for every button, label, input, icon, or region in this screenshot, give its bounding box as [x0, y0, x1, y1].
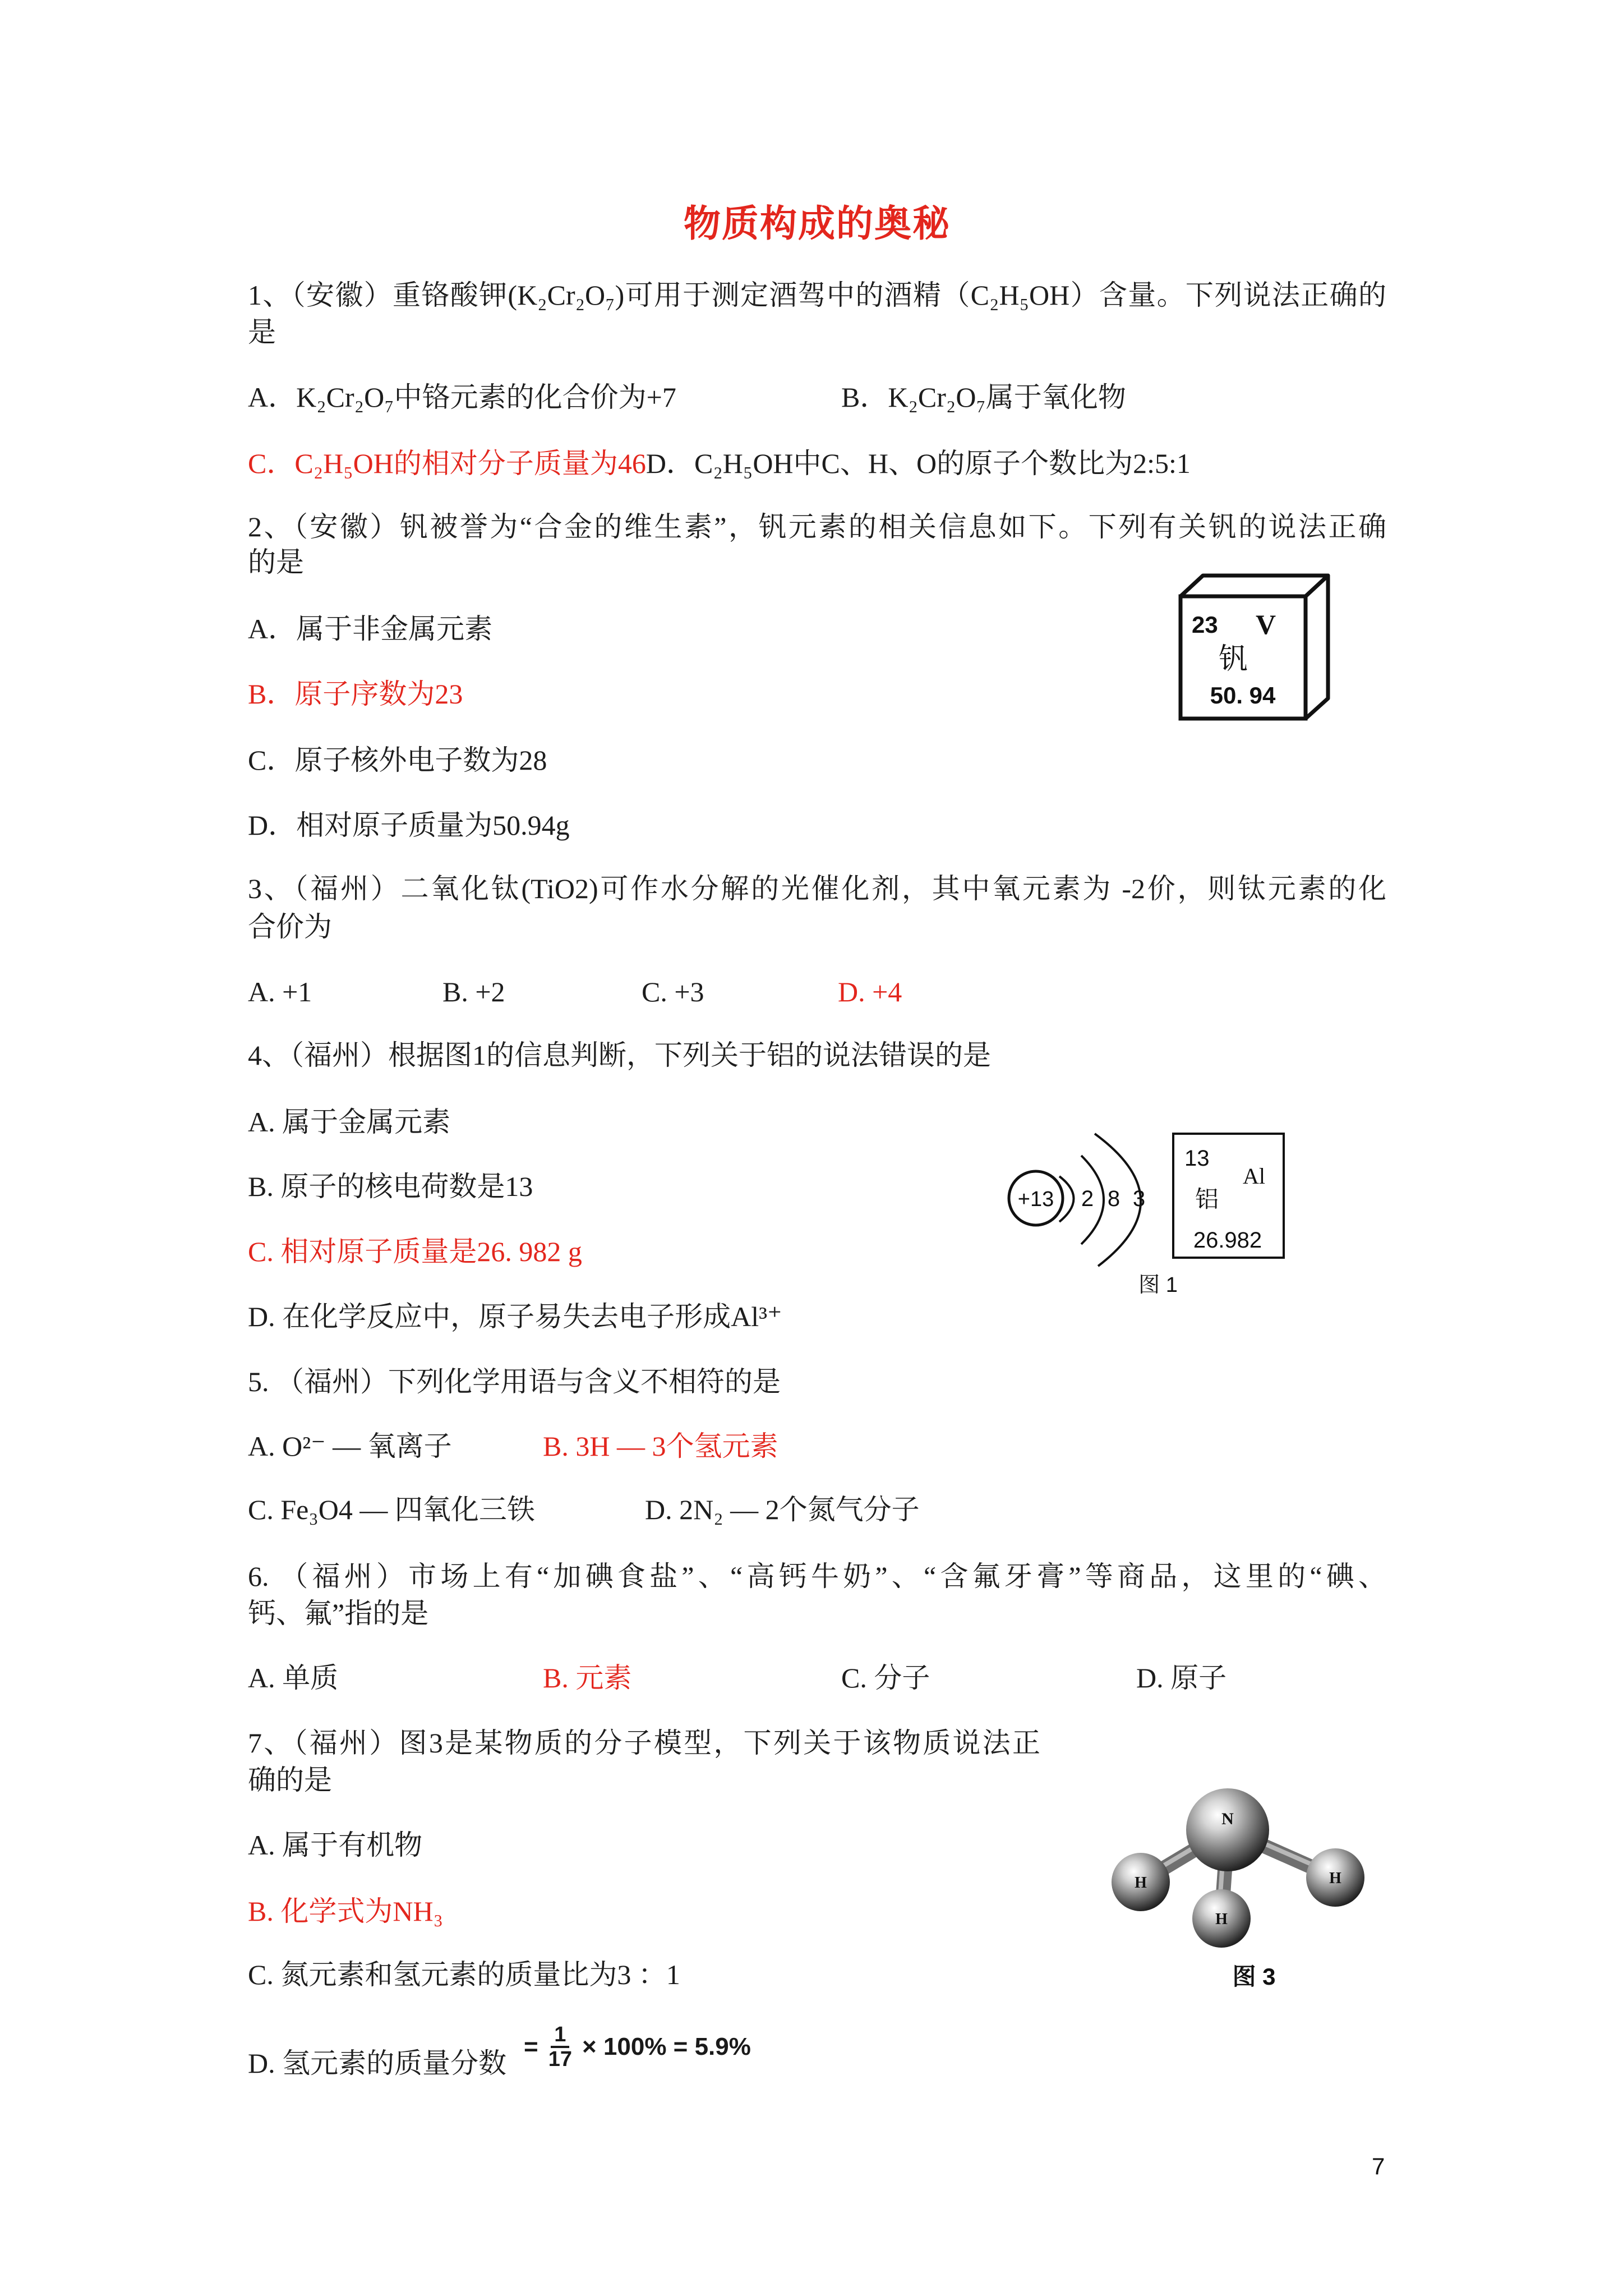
question-2-stem-line-2: 的是	[248, 546, 304, 578]
figure-1-aluminium	[998, 1122, 1295, 1301]
question-1-option-c: C．C₂H₅OH的相对分子质量为46	[248, 448, 646, 479]
question-7-option-a: A. 属于有机物	[248, 1829, 423, 1861]
question-6-stem-line-1: 6. （福州）市场上有“加碘食盐”、“高钙牛奶”、“含氟牙膏”等商品，这里的“碘、	[248, 1561, 1386, 1592]
question-5-option-c: C. Fe₃O4 — 四氧化三铁	[248, 1494, 535, 1525]
question-3-option-b: B. +2	[442, 976, 505, 1007]
question-5-option-a: A. O²⁻ — 氧离子	[248, 1430, 452, 1462]
question-3-option-d: D. +4	[838, 976, 902, 1007]
question-2-option-a: A．属于非金属元素	[248, 613, 493, 645]
question-3-option-a: A. +1	[248, 976, 312, 1007]
question-6-option-c: C. 分子	[841, 1662, 930, 1694]
question-1-stem-line-2: 是	[248, 316, 276, 348]
question-4-stem-line-1: 4、（福州）根据图1的信息判断，下列关于铝的说法错误的是	[248, 1039, 991, 1071]
question-7-stem-line-1: 7、（福州）图3是某物质的分子模型，下列关于该物质说法正	[248, 1727, 1040, 1759]
question-4-option-b: B. 原子的核电荷数是13	[248, 1171, 533, 1202]
figure-1-caption: 图 1	[1138, 1273, 1178, 1297]
vanadium-atomic-number: 23	[1192, 611, 1218, 638]
question-1-options-row-cd	[248, 447, 1191, 480]
question-5-option-d: D. 2N₂ — 2个氮气分子	[645, 1494, 920, 1525]
question-1-option-b: B．K₂Cr₂O₇属于氧化物	[841, 381, 1126, 413]
question-7-stem-line-2: 确的是	[248, 1764, 332, 1796]
question-2-stem-line-1: 2、（安徽）钒被誉为“合金的维生素”，钒元素的相关信息如下。下列有关钒的说法正确	[248, 511, 1386, 542]
vanadium-name: 钒	[1218, 643, 1248, 675]
question-6-option-a: A. 单质	[248, 1662, 339, 1694]
question-1-option-d: D．C₂H₅OH中C、H、O的原子个数比为2:5:1	[645, 448, 1191, 479]
question-4-option-a: A. 属于金属元素	[248, 1106, 451, 1138]
nitrogen-atom-sphere	[1186, 1788, 1269, 1871]
aluminium-atomic-number: 13	[1184, 1146, 1210, 1171]
question-1-stem-line-1: 1、（安徽）重铬酸钾(K₂Cr₂O₇)可用于测定酒驾中的酒精（C₂H₅OH）含量。下列说法正确的	[248, 279, 1386, 311]
question-7-option-d: D. 氢元素的质量分数	[248, 2047, 507, 2079]
question-3-stem-line-1: 3、（福州）二氧化钛(TiO2)可作水分解的光催化剂，其中氧元素为 -2价，则钛元素的化	[248, 873, 1386, 904]
figure-3-molecule-model	[1099, 1784, 1391, 1997]
vanadium-symbol: V	[1255, 609, 1276, 640]
question-3-option-c: C. +3	[642, 976, 704, 1007]
nitrogen-label: N	[1221, 1810, 1234, 1828]
question-7-option-b: B. 化学式为NH₃	[248, 1895, 443, 1927]
question-2-option-c: C．原子核外电子数为28	[248, 744, 547, 776]
question-5-option-b: B. 3H — 3个氢元素	[543, 1430, 778, 1462]
formula-denominator: 17	[548, 2047, 572, 2071]
card-top-face	[1181, 576, 1328, 596]
vanadium-atomic-mass: 50. 94	[1210, 682, 1276, 708]
page-number: 7	[1372, 2153, 1385, 2179]
question-6-option-d: D. 原子	[1136, 1662, 1227, 1694]
nucleus-charge: +13	[1017, 1188, 1054, 1211]
vanadium-element-card	[1175, 570, 1335, 724]
figure-3-caption: 图 3	[1232, 1963, 1276, 1990]
shell-2-electrons: 8	[1107, 1186, 1121, 1211]
question-1-option-a: A．K₂Cr₂O₇中铬元素的化合价为+7	[248, 381, 676, 413]
aluminium-symbol: Al	[1243, 1163, 1265, 1189]
shell-1-electrons: 2	[1081, 1186, 1094, 1211]
question-5-stem-line-1: 5. （福州）下列化学用语与含义不相符的是	[248, 1366, 781, 1397]
aluminium-atomic-mass: 26.982	[1193, 1228, 1262, 1253]
question-6-stem-line-2: 钙、氟”指的是	[248, 1598, 429, 1629]
hydrogen-label-left: H	[1135, 1874, 1147, 1892]
aluminium-name: 铝	[1195, 1187, 1219, 1213]
question-6-option-b: B. 元素	[543, 1662, 632, 1694]
formula-numerator: 1	[551, 2023, 569, 2048]
question-4-option-d: D. 在化学反应中，原子易失去电子形成Al³⁺	[248, 1301, 782, 1332]
hydrogen-label-bottom: H	[1215, 1911, 1228, 1928]
page-title: 物质构成的奥秘	[684, 204, 951, 245]
question-4-option-c: C. 相对原子质量是26. 982 g	[248, 1236, 582, 1267]
question-3-stem-line-2: 合价为	[248, 911, 332, 942]
formula-fraction	[545, 2023, 575, 2070]
formula-equals-sign: =	[524, 2033, 538, 2060]
shell-3-electrons: 3	[1132, 1186, 1146, 1211]
question-2-option-d: D．相对原子质量为50.94g	[248, 809, 570, 841]
hydrogen-label-right: H	[1329, 1870, 1341, 1887]
formula-result: × 100% = 5.9%	[582, 2033, 751, 2060]
mass-fraction-formula	[524, 2022, 751, 2072]
card-side-face	[1306, 576, 1328, 719]
question-7-option-c: C. 氮元素和氢元素的质量比为3 ：1	[248, 1959, 680, 1990]
question-2-option-b: B．原子序数为23	[248, 678, 463, 710]
